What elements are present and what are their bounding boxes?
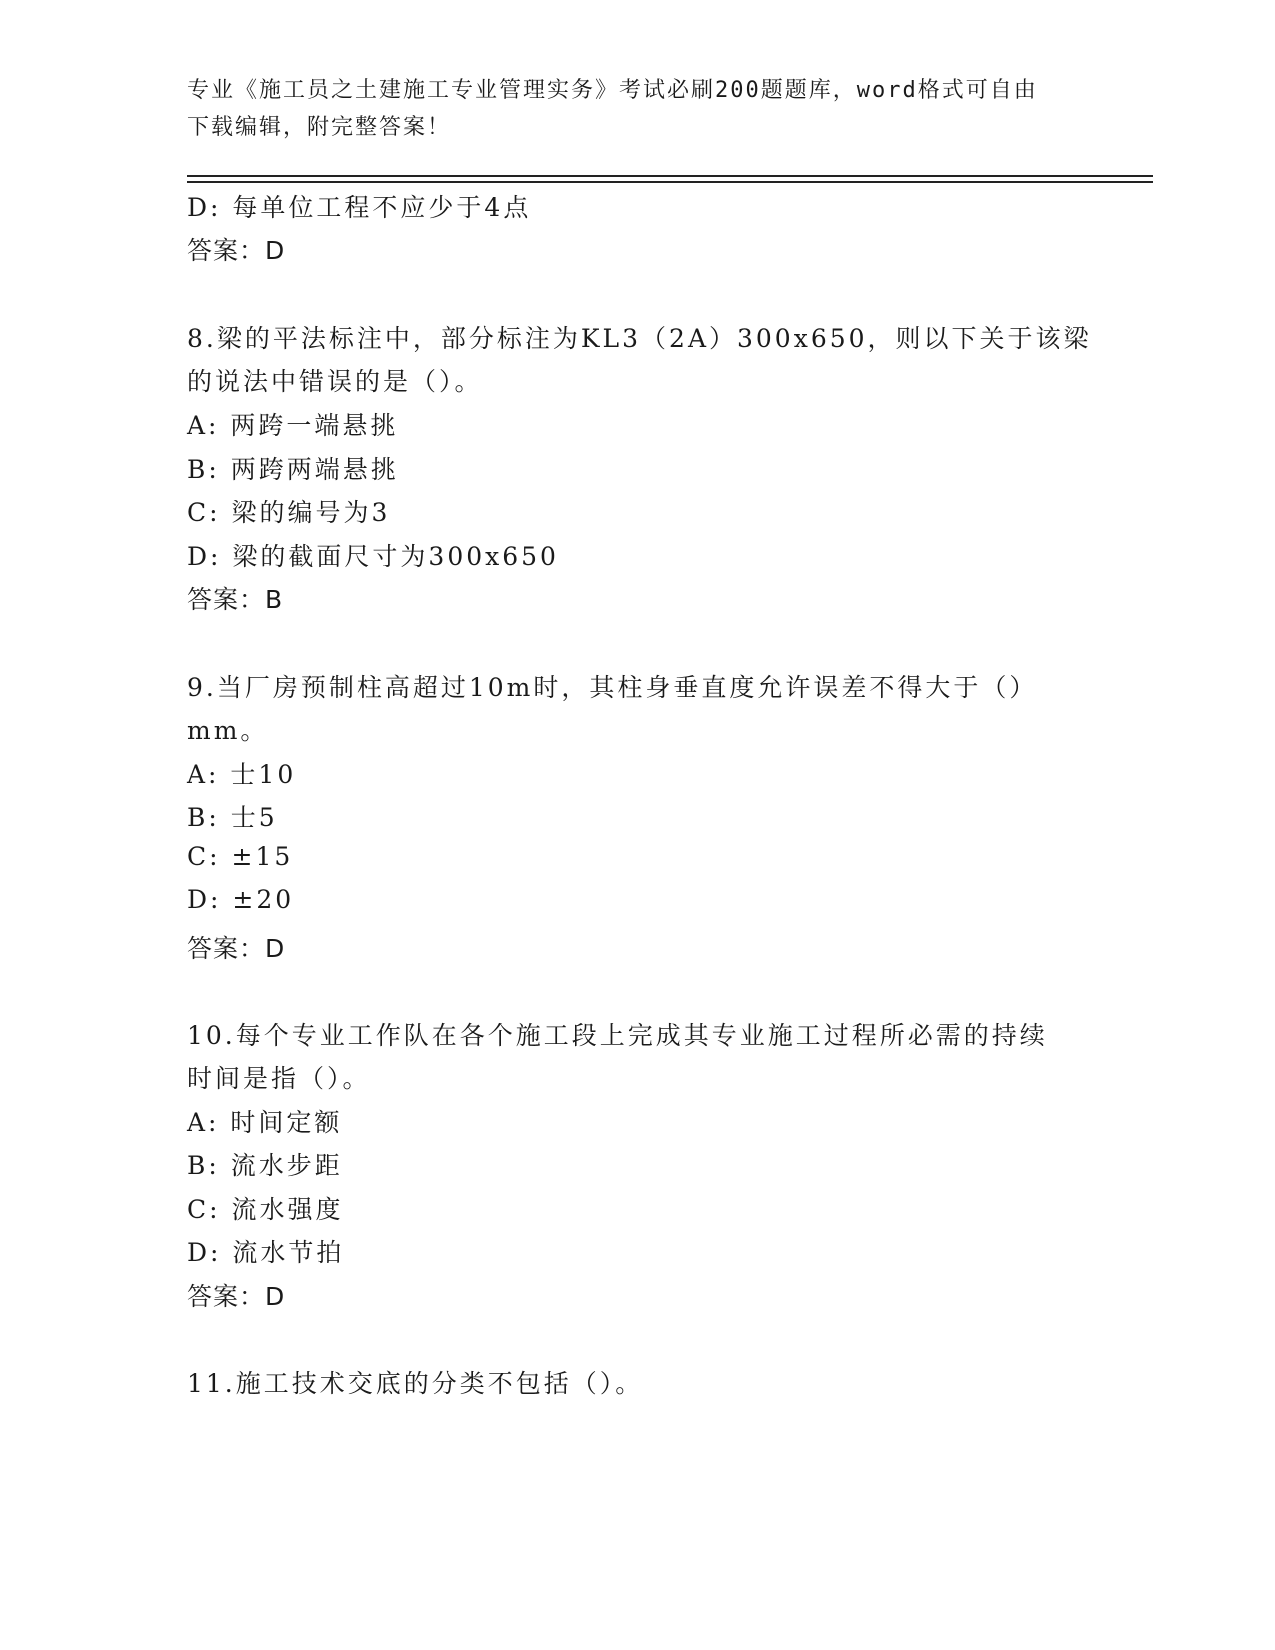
q8-option-d: D: 梁的截面尺寸为300x650 (187, 542, 559, 571)
q9-option-b: B: 士5 (187, 803, 278, 832)
q10-option-a: A: 时间定额 (187, 1108, 343, 1137)
q8-stem-line-2: 的说法中错误的是（）。 (187, 367, 483, 396)
q8-answer: 答案：B (187, 585, 284, 614)
q10-option-b: B: 流水步距 (187, 1151, 343, 1180)
header-line-2: 下载编辑，附完整答案！ (187, 115, 452, 140)
q9-stem-line-1: 9.当厂房预制柱高超过10m时，其柱身垂直度允许误差不得大于（） (187, 673, 1038, 702)
q8-option-b: B: 两跨两端悬挑 (187, 455, 399, 484)
q8-stem-line-1: 8.梁的平法标注中，部分标注为KL3（2A）300x650，则以下关于该梁 (187, 324, 1092, 353)
q8-option-a: A: 两跨一端悬挑 (187, 411, 399, 440)
prev-answer: 答案：D (187, 236, 286, 265)
q10-option-c: C: 流水强度 (187, 1195, 344, 1224)
header-line-1: 专业《施工员之土建施工专业管理实务》考试必刷200题题库，word格式可自由 (187, 78, 1038, 103)
header-divider-bottom (187, 181, 1153, 183)
q9-option-c: C: ±15 (187, 842, 294, 871)
q11-stem-line-1: 11.施工技术交底的分类不包括（）。 (187, 1369, 644, 1398)
q10-stem-line-2: 时间是指（）。 (187, 1064, 371, 1093)
q10-answer: 答案：D (187, 1282, 286, 1311)
q9-option-a: A: 士10 (187, 760, 297, 789)
q10-stem-line-1: 10.每个专业工作队在各个施工段上完成其专业施工过程所必需的持续 (187, 1021, 1048, 1050)
document-header (187, 72, 1067, 146)
q9-stem-line-2: mm。 (187, 716, 269, 745)
q10-option-d: D: 流水节拍 (187, 1238, 345, 1267)
q9-option-d: D: ±20 (187, 885, 295, 914)
prev-option-d: D: 每单位工程不应少于4点 (187, 193, 532, 222)
header-divider-top (187, 175, 1153, 177)
q9-answer: 答案：D (187, 934, 286, 963)
q8-option-c: C: 梁的编号为3 (187, 498, 391, 527)
